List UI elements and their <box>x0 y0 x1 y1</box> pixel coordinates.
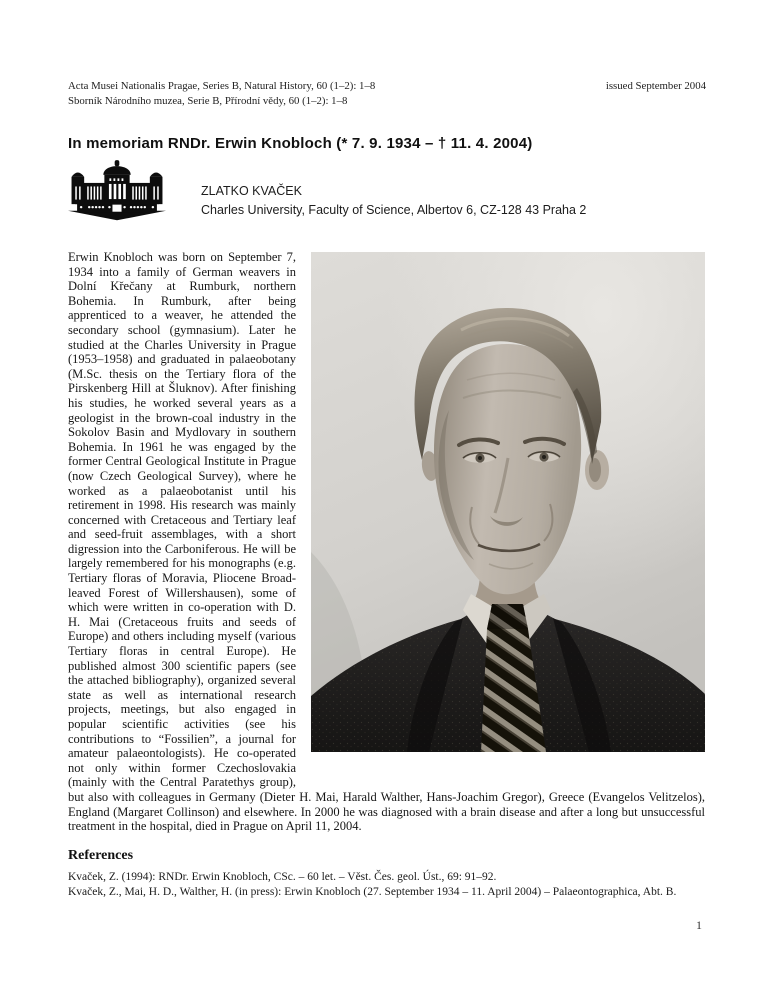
journal-citation-line-1: Acta Musei Nationalis Pragae, Series B, Natural History, 60 (1–2): 1–8 <box>68 80 376 92</box>
article-body <box>68 250 705 901</box>
portrait-photo <box>311 252 705 752</box>
reference-item: Kvaček, Z. (1994): RNDr. Erwin Knobloch, CSc. – 60 let. – Věst. Čes. geol. Úst., 69: 91–92. <box>68 870 497 883</box>
obituary-paragraph: Erwin Knobloch was born on September 7, 1934 into a family of German weavers in Dolní Křečany at Rumburk, northern Bohemia. In Rumburk, after being apprenticed to a weaver, he attended the secondary school (gymnasium). Later he studied at the Charles University in Prague (1953–1958) and graduated in palaeobotany (M.Sc. thesis on the Tertiary flora of the Pirskenberg Hill at Šluknov). After finishing his studies, he worked several years as a geologist in the brown-coal industry in the Sokolov Basin and Mydlovary in southern Bohemia. In 1961 he was engaged by the former Central Geological Institute in Prague (now Czech Geological Survey), where he worked as a palaeobotanist until his retirement in 1998. His research was mainly concerned with Cretaceous and Tertiary leaf and seed-fruit assemblages, with a short digression into the Carboniferous. He will be largely remembered for his monographs (e.g. Tertiary floras of Moravia, Pliocene Broad-leaved Forest of Willershausen), some of which were written in co-operation with D. H. Mai (Cretaceous fruits and seeds of Europe) and others including myself (various Tertiary floras in central Europe). He published almost 300 scientific papers (see the attached bibliography), organized several state as well as international research projects, meetings, but also engaged in popular scientific activities (see his contributions to “Fossilien”, a journal for amateur palaeontologists). He co-operated not only within former Czechoslovakia (mainly with the Central Paratethys group), but also with colleagues in Germany (Dieter H. Mai, Harald Walther, Hans-Joachim Gregor), Greece (Evangelos Velitzelos), England (Margaret Collinson) and elsewhere. In 2000 he was diagnosed with a brain disease and after a long but unsuccessful treatment in the hospital, died in Prague on April 11, 2004. <box>68 250 705 834</box>
byline <box>68 160 586 222</box>
page-title: In memoriam RNDr. Erwin Knobloch (* 7. 9. 1934 – † 11. 4. 2004) <box>68 135 533 153</box>
author-affiliation: Charles University, Faculty of Science, Albertov 6, CZ-128 43 Praha 2 <box>201 203 587 217</box>
journal-citation-line-2: Sborník Národního muzea, Serie B, Přírodní vědy, 60 (1–2): 1–8 <box>68 95 348 107</box>
references-heading: References <box>68 847 134 863</box>
author-name: ZLATKO KVAČEK <box>201 184 302 198</box>
reference-item: Kvaček, Z., Mai, H. D., Walther, H. (in press): Erwin Knobloch (27. September 1934 – 11. April 2004) – Palaeontographica, Abt. B. <box>68 886 677 899</box>
journal-header-left <box>68 79 375 109</box>
page-number: 1 <box>696 918 702 932</box>
byline-text <box>201 182 586 222</box>
national-museum-logo-icon <box>68 160 166 222</box>
journal-issue-date: issued September 2004 <box>605 80 706 92</box>
references-section <box>68 847 705 901</box>
journal-header <box>68 79 706 109</box>
